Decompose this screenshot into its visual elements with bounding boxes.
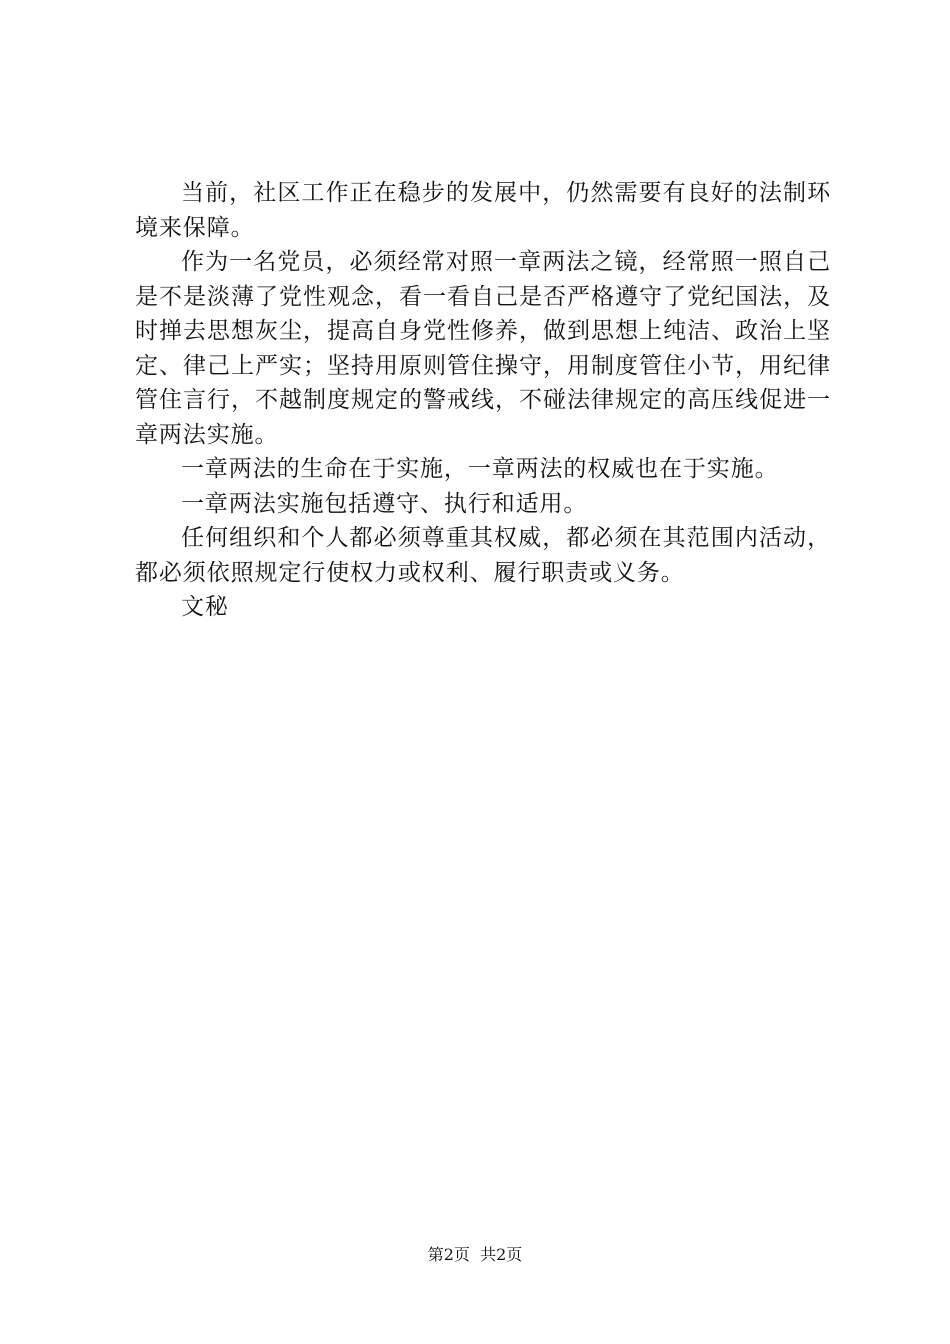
paragraph-3: 一章两法的生命在于实施，一章两法的权威也在于实施。 [181, 456, 779, 482]
footer-spacer [470, 1245, 480, 1264]
paragraph-5: 任何组织和个人都必须尊重其权威，都必须在其范围内活动，都必须依照规定行使权力或权利、履行职责或义务。 [135, 525, 831, 586]
paragraph-4: 一章两法实施包括遵守、执行和适用。 [181, 490, 588, 517]
page-footer [0, 1242, 950, 1265]
page-number: 第2页 [427, 1245, 470, 1264]
document-body [135, 176, 831, 625]
paragraph-1: 当前，社区工作正在稳步的发展中，仍然需要有良好的法制环境来保障。 [135, 180, 831, 241]
paragraph-2: 作为一名党员，必须经常对照一章两法之镜，经常照一照自己是不是淡薄了党性观念，看一看自己是否严格遵守了党纪国法，及时掸去思想灰尘，提高自身党性修养，做到思想上纯洁、政治上坚定、律己上严实；坚持用原则管住操守，用制度管住小节，用纪律管住言行，不越制度规定的警戒线，不碰法律规定的高压线促进一章两法实施。 [135, 249, 831, 448]
paragraph-6: 文秘 [181, 594, 229, 620]
page-total: 共2页 [480, 1245, 523, 1264]
